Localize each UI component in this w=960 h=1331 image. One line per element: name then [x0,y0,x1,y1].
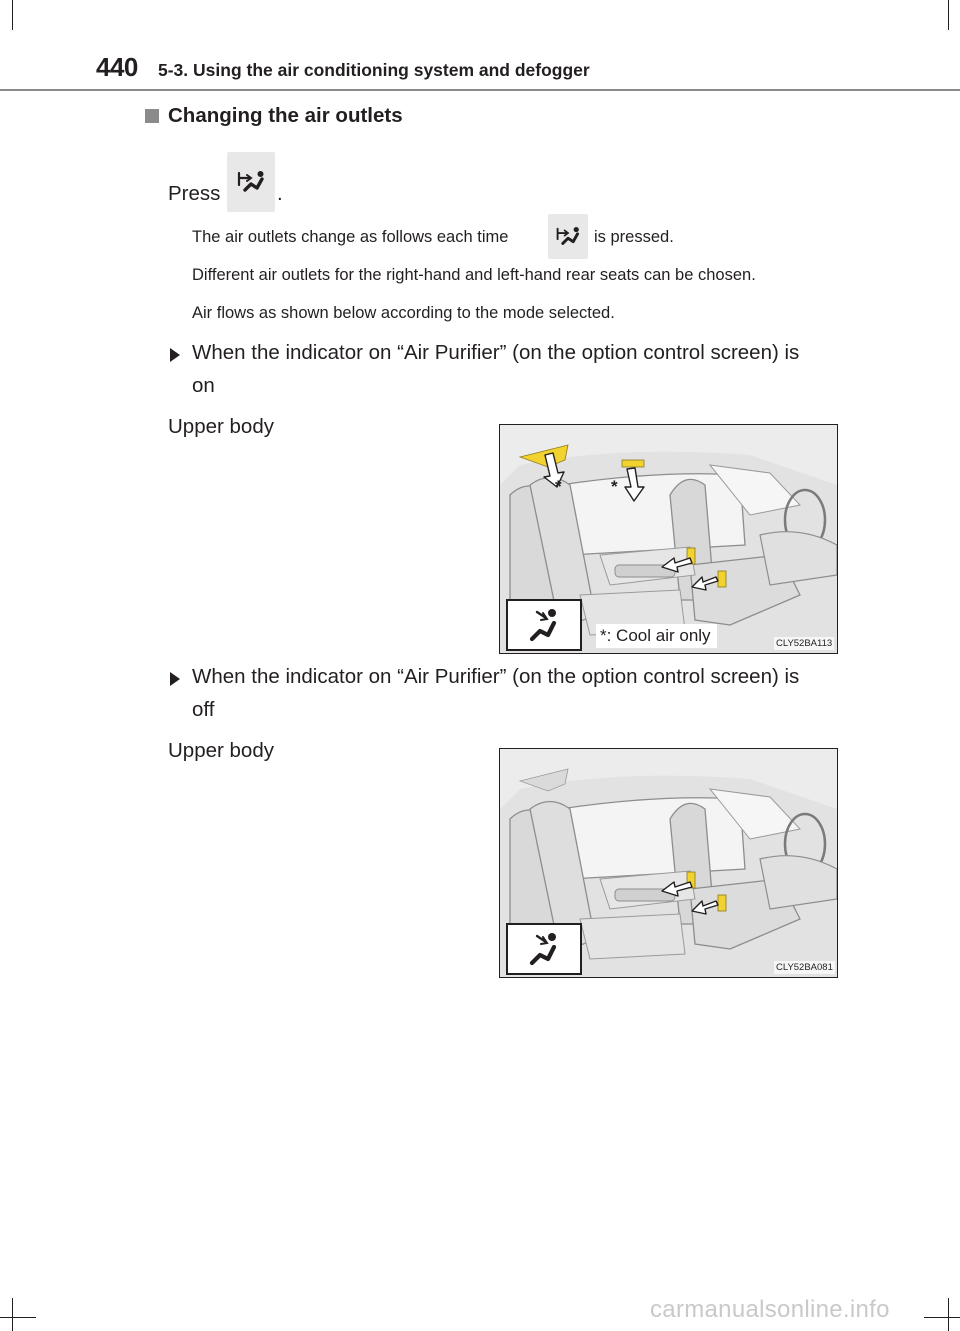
note-line-2: Different air outlets for the right-hand and left-hand rear seats can be chosen. [192,266,756,284]
mode-label: Upper body [168,739,274,762]
watermark: carmanualsonline.info [650,1296,890,1323]
figure-code: CLY52BA113 [776,638,833,649]
note-line-3: Air flows as shown below according to the mode selected. [192,304,615,322]
triangle-bullet-icon [170,672,180,686]
subsection-heading: Changing the air outlets [168,104,403,127]
figure-code: CLY52BA081 [776,962,833,973]
cool-air-footnote: *: Cool air only [596,624,717,648]
note-line-1: The air outlets change as follows each time [192,228,509,246]
cool-air-asterisk: * [555,477,562,496]
condition-off-line-1: When the indicator on “Air Purifier” (on the option control screen) is [192,665,800,688]
crop-mark [924,1317,960,1318]
mode-icon-box [506,599,582,651]
air-outlet-upper-body-icon [508,925,580,973]
air-outlet-upper-body-icon [548,214,588,259]
crop-mark [12,0,13,30]
crop-mark [0,1317,36,1318]
press-period: . [277,182,283,205]
crop-mark [948,1298,949,1331]
triangle-bullet-icon [170,348,180,362]
pillar-outlet [622,460,644,467]
air-outlet-upper-body-icon [227,152,275,212]
header-rule [0,89,960,91]
cabin-airflow-illustration-off [499,748,838,978]
air-outlet-upper-body-icon [508,601,580,649]
console-outlet [718,571,726,587]
crop-mark [12,1298,13,1331]
condition-on-line-1: When the indicator on “Air Purifier” (on the option control screen) is [192,341,800,364]
note-line-1-end: is pressed. [594,228,674,246]
section-title: 5-3. Using the air conditioning system and defogger [158,60,590,80]
condition-on-line-2: on [192,374,215,397]
press-text: Press [168,182,221,205]
square-marker-icon [145,109,159,123]
console-outlet [718,895,726,911]
condition-off-line-2: off [192,698,215,721]
mode-label: Upper body [168,415,274,438]
cool-air-asterisk: * [611,477,618,496]
page-number: 440 [96,52,138,82]
crop-mark [948,0,949,30]
mode-icon-box [506,923,582,975]
cabin-airflow-illustration-on [499,424,838,654]
